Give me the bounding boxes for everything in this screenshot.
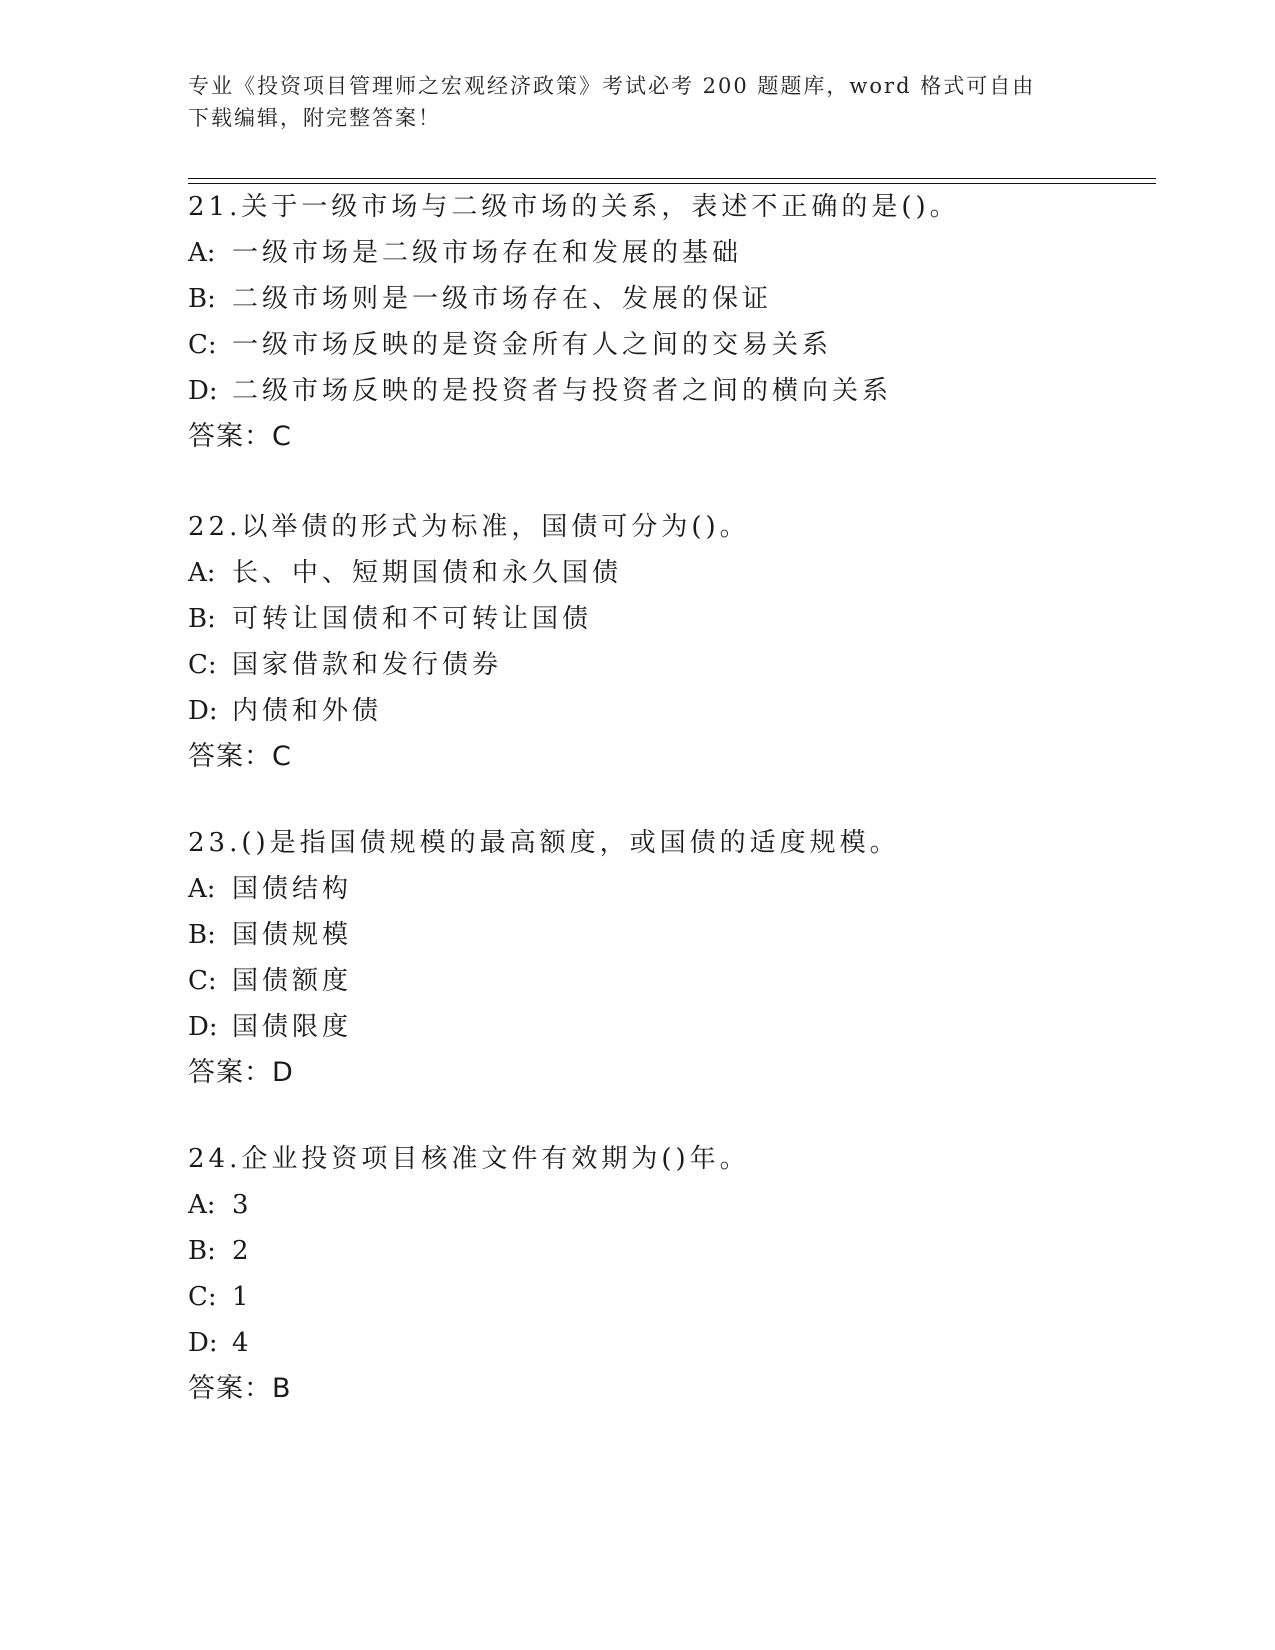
option-text: 可转让国债和不可转让国债 [232, 604, 593, 634]
option-text: 国债结构 [232, 874, 353, 904]
document-header [188, 70, 1078, 134]
option-d [188, 1320, 1148, 1366]
option-text: 内债和外债 [232, 696, 383, 726]
option-key: D: [188, 376, 218, 406]
option-text: 1 [232, 1282, 253, 1312]
question-block [188, 184, 1148, 460]
option-key: D: [188, 1328, 218, 1358]
option-key: A: [188, 238, 216, 268]
option-b [188, 596, 1148, 642]
header-line-1: 专业《投资项目管理师之宏观经济政策》考试必考 200 题题库，word 格式可自由 [188, 74, 1036, 98]
question-block [188, 1136, 1148, 1412]
option-key: B: [188, 604, 216, 634]
option-key: A: [188, 874, 216, 904]
option-text: 国家借款和发行债券 [232, 650, 503, 680]
option-d [188, 1004, 1148, 1050]
option-c [188, 958, 1148, 1004]
question-stem: 21.关于一级市场与二级市场的关系，表述不正确的是()。 [188, 192, 960, 222]
option-key: C: [188, 1282, 217, 1312]
option-b [188, 276, 1148, 322]
option-text: 二级市场反映的是投资者与投资者之间的横向关系 [232, 376, 893, 406]
option-key: D: [188, 696, 218, 726]
option-key: C: [188, 330, 217, 360]
answer-line: 答案：C [188, 741, 292, 772]
option-text: 二级市场则是一级市场存在、发展的保证 [232, 284, 773, 314]
option-c [188, 642, 1148, 688]
option-text: 3 [232, 1190, 253, 1220]
question-stem: 23.()是指国债规模的最高额度，或国债的适度规模。 [188, 828, 900, 858]
option-text: 长、中、短期国债和永久国债 [232, 558, 623, 588]
option-a [188, 550, 1148, 596]
option-text: 一级市场是二级市场存在和发展的基础 [232, 238, 743, 268]
question-block [188, 820, 1148, 1096]
option-text: 国债限度 [232, 1012, 353, 1042]
answer-line: 答案：B [188, 1373, 292, 1404]
option-b [188, 912, 1148, 958]
option-d [188, 368, 1148, 414]
option-key: B: [188, 1236, 216, 1266]
option-key: B: [188, 284, 216, 314]
answer-line: 答案：D [188, 1057, 294, 1088]
option-text: 一级市场反映的是资金所有人之间的交易关系 [232, 330, 833, 360]
option-text: 4 [232, 1328, 253, 1358]
option-d [188, 688, 1148, 734]
question-stem: 22.以举债的形式为标准，国债可分为()。 [188, 512, 750, 542]
option-a [188, 230, 1148, 276]
question-block [188, 504, 1148, 780]
question-stem: 24.企业投资项目核准文件有效期为()年。 [188, 1144, 750, 1174]
option-a [188, 1182, 1148, 1228]
option-text: 国债额度 [232, 966, 353, 996]
option-key: A: [188, 1190, 216, 1220]
option-key: C: [188, 650, 217, 680]
header-line-2: 下载编辑，附完整答案！ [188, 106, 441, 130]
option-key: C: [188, 966, 217, 996]
answer-line: 答案：C [188, 421, 292, 452]
option-c [188, 322, 1148, 368]
option-text: 2 [232, 1236, 253, 1266]
option-text: 国债规模 [232, 920, 353, 950]
option-key: B: [188, 920, 216, 950]
header-divider-top [188, 178, 1156, 179]
option-key: D: [188, 1012, 218, 1042]
option-key: A: [188, 558, 216, 588]
option-b [188, 1228, 1148, 1274]
option-c [188, 1274, 1148, 1320]
option-a [188, 866, 1148, 912]
